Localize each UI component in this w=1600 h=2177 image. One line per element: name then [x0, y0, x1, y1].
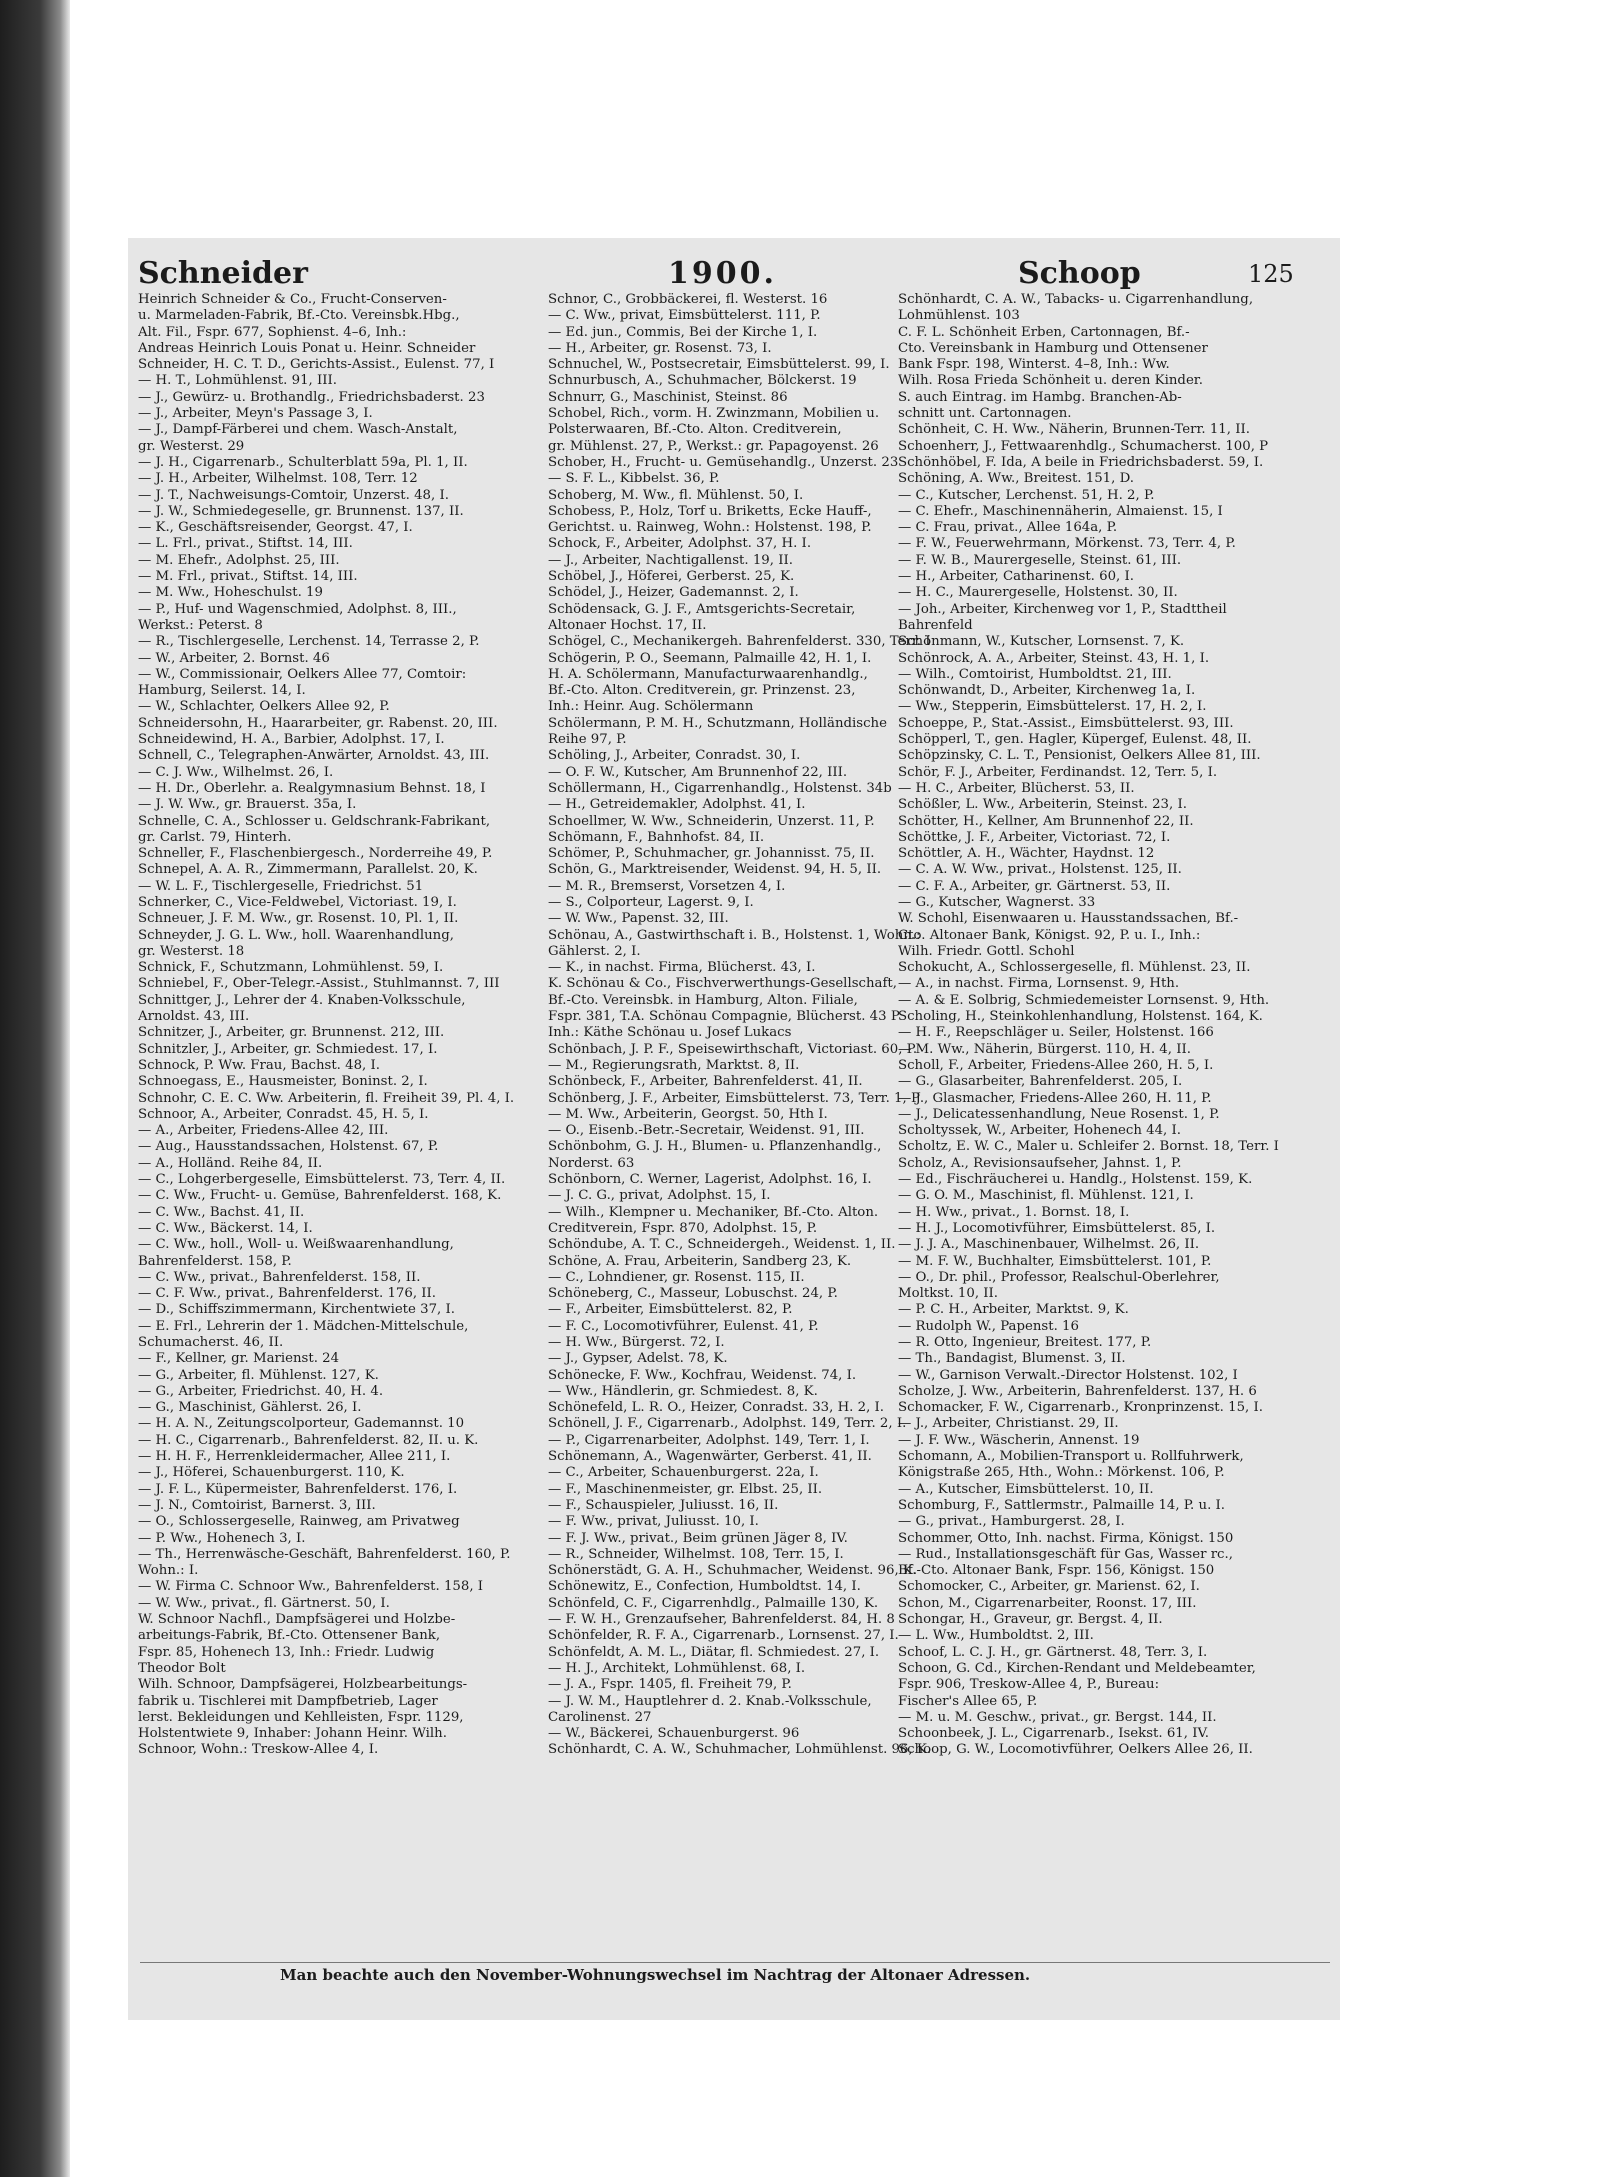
directory-entry-line: Inh.: Käthe Schönau u. Josef Lukacs: [548, 1025, 792, 1041]
directory-entry-line: W. Schohl, Eisenwaaren u. Hausstandssachen, Bf.-: [898, 911, 1239, 927]
directory-entry-line: lerst. Bekleidungen und Kehlleisten, Fspr. 1129,: [138, 1709, 464, 1725]
directory-entry-line: — F. J. Ww., privat., Beim grünen Jäger 8, IV.: [548, 1530, 848, 1546]
directory-entry-line: Schöne, A. Frau, Arbeiterin, Sandberg 23, K.: [548, 1253, 852, 1269]
directory-entry-line: — A., Kutscher, Eimsbüttelerst. 10, II.: [898, 1481, 1154, 1497]
directory-entry-line: — G., Kutscher, Wagnerst. 33: [898, 894, 1096, 910]
directory-entry-line: Schönfeld, C. F., Cigarrenhdlg., Palmaille 130, K.: [548, 1595, 879, 1611]
directory-entry-line: W. Schnoor Nachfl., Dampfsägerei und Holzbe-: [138, 1612, 456, 1628]
directory-entry-line: — W., Schlachter, Oelkers Allee 92, P.: [138, 699, 390, 715]
directory-entry-line: — C., Arbeiter, Schauenburgerst. 22a, I.: [548, 1465, 819, 1481]
directory-entry-line: Schnoegass, E., Hausmeister, Boninst. 2, I.: [138, 1074, 428, 1090]
directory-entry-line: — H. C., Arbeiter, Blücherst. 53, II.: [898, 780, 1135, 796]
directory-entry-line: — J. J. A., Maschinenbauer, Wilhelmst. 26, II.: [898, 1237, 1200, 1253]
directory-entry-line: Schon, M., Cigarrenarbeiter, Roonst. 17, III.: [898, 1595, 1197, 1611]
page-number: 125: [1248, 260, 1294, 288]
directory-entry-line: Königstraße 265, Hth., Wohn.: Mörkenst. 106, P.: [898, 1465, 1225, 1481]
directory-entry-line: — J., Arbeiter, Christianst. 29, II.: [898, 1416, 1119, 1432]
directory-entry-line: — Ww., Stepperin, Eimsbüttelerst. 17, H. 2, I.: [898, 699, 1207, 715]
directory-entry-line: — Th., Bandagist, Blumenst. 3, II.: [898, 1351, 1126, 1367]
directory-entry-line: Wilh. Friedr. Gottl. Schohl: [898, 943, 1075, 959]
directory-entry-line: Wilh. Schnoor, Dampfsägerei, Holzbearbeitungs-: [138, 1677, 468, 1693]
directory-entry-line: Schnor, C., Grobbäckerei, fl. Westerst. 16: [548, 292, 828, 307]
directory-entry-line: Schoon, G. Cd., Kirchen-Rendant und Meldebeamter,: [898, 1660, 1256, 1676]
directory-entry-line: Schön, G., Marktreisender, Weidenst. 94, H. 5, II.: [548, 862, 882, 878]
directory-entry-line: — G., Arbeiter, fl. Mühlenst. 127, K.: [138, 1367, 379, 1383]
directory-entry-line: — Ed. jun., Commis, Bei der Kirche 1, I.: [548, 324, 818, 340]
directory-entry-line: Bf.-Cto. Altonaer Bank, Fspr. 156, Königst. 150: [898, 1563, 1215, 1579]
directory-entry-line: — F. W., Feuerwehrmann, Mörkenst. 73, Terr. 4, P.: [898, 536, 1236, 552]
directory-entry-line: Schnepel, A. A. R., Zimmermann, Parallelst. 20, K.: [138, 862, 478, 878]
directory-entry-line: Schögel, C., Mechanikergeh. Bahrenfelderst. 330, Terr. I: [548, 634, 931, 650]
directory-entry-line: — J. W. M., Hauptlehrer d. 2. Knab.-Volksschule,: [548, 1693, 872, 1709]
directory-entry-line: Bf.-Cto. Alton. Creditverein, gr. Prinzenst. 23,: [548, 683, 856, 699]
directory-entry-line: Schömer, P., Schuhmacher, gr. Johannisst. 75, II.: [548, 846, 875, 862]
directory-entry-line: — H. T., Lohmühlenst. 91, III.: [138, 373, 337, 389]
directory-entry-line: Fischer's Allee 65, P.: [898, 1693, 1038, 1709]
directory-entry-line: — H. H. F., Herrenkleidermacher, Allee 211, I.: [138, 1449, 451, 1465]
directory-entry-line: fabrik u. Tischlerei mit Dampfbetrieb, Lager: [138, 1693, 438, 1709]
page-header: [138, 252, 1294, 292]
directory-entry-line: Bf.-Cto. Vereinsbk. in Hamburg, Alton. Filiale,: [548, 992, 858, 1008]
directory-entry-line: — F. Ww., privat, Juliusst. 10, I.: [548, 1514, 759, 1530]
directory-entry-line: gr. Westerst. 29: [138, 438, 245, 454]
directory-entry-line: — K., in nachst. Firma, Blücherst. 43, I.: [548, 960, 816, 976]
directory-entry-line: — J. T., Nachweisungs-Comtoir, Unzerst. 48, I.: [138, 487, 449, 503]
directory-entry-line: Norderst. 63: [548, 1155, 635, 1171]
directory-entry-line: — G., Glasarbeiter, Bahrenfelderst. 205, I.: [898, 1074, 1183, 1090]
directory-entry-line: Schomburg, F., Sattlermstr., Palmaille 14, P. u. I.: [898, 1497, 1226, 1513]
directory-entry-line: — M. Ww., Hoheschulst. 19: [138, 585, 323, 601]
directory-entry-line: Schnurr, G., Maschinist, Steinst. 86: [548, 389, 788, 405]
directory-entry-line: Schneller, F., Flaschenbiergesch., Norderreihe 49, P.: [138, 846, 493, 862]
directory-entry-line: — C. Frau, privat., Allee 164a, P.: [898, 520, 1118, 536]
directory-entry-line: Schöttler, A. H., Wächter, Haydnst. 12: [898, 846, 1155, 862]
directory-entry-line: Schönbohm, G. J. H., Blumen- u. Pflanzenhandlg.,: [548, 1139, 882, 1155]
directory-entry-line: — W. Ww., Papenst. 32, III.: [548, 911, 729, 927]
directory-entry-line: — J., Gypser, Adelst. 78, K.: [548, 1351, 728, 1367]
directory-entry-line: — C. Ww., Frucht- u. Gemüse, Bahrenfelderst. 168, K.: [138, 1188, 502, 1204]
directory-entry-line: — F., Schauspieler, Juliusst. 16, II.: [548, 1497, 779, 1513]
directory-entry-line: Schnell, C., Telegraphen-Anwärter, Arnoldst. 43, III.: [138, 748, 490, 764]
directory-entry-line: Schöbel, J., Höferei, Gerberst. 25, K.: [548, 569, 795, 585]
directory-entry-line: — Wilh., Comtoirist, Humboldtst. 21, III.: [898, 666, 1172, 682]
directory-entry-line: Schönau, A., Gastwirthschaft i. B., Holstenst. 1, Wohn.:: [548, 927, 921, 943]
directory-entry-line: — A., Holländ. Reihe 84, II.: [138, 1155, 323, 1171]
directory-entry-line: schnitt unt. Cartonnagen.: [898, 406, 1072, 422]
directory-entry-line: — J. W. Ww., gr. Brauerst. 35a, I.: [138, 797, 357, 813]
directory-entry-line: Schobel, Rich., vorm. H. Zwinzmann, Mobilien u.: [548, 406, 880, 422]
directory-entry-line: Schönemann, A., Wagenwärter, Gerberst. 41, II.: [548, 1449, 872, 1465]
directory-entry-line: Moltkst. 10, II.: [898, 1286, 998, 1302]
directory-entry-line: Schoonbeek, J. L., Cigarrenarb., Isekst. 61, IV.: [898, 1726, 1209, 1742]
directory-entry-line: — J., Dampf-Färberei und chem. Wasch-Anstalt,: [138, 422, 458, 438]
directory-entry-line: — H., Arbeiter, Catharinenst. 60, I.: [898, 569, 1134, 585]
directory-entry-line: — S., Colporteur, Lagerst. 9, I.: [548, 894, 754, 910]
directory-entry-line: Schobess, P., Holz, Torf u. Briketts, Ecke Hauff-,: [548, 503, 872, 519]
directory-entry-line: Schödel, J., Heizer, Gademannst. 2, I.: [548, 585, 799, 601]
directory-entry-line: Schokucht, A., Schlossergeselle, fl. Mühlenst. 23, II.: [898, 960, 1251, 976]
directory-entry-line: Schönhardt, C. A. W., Tabacks- u. Cigarrenhandlung,: [898, 292, 1254, 307]
directory-entry-line: Schomann, A., Mobilien-Transport u. Rollfuhrwerk,: [898, 1449, 1244, 1465]
directory-entry-line: K. Schönau & Co., Fischverwerthungs-Gesellschaft,: [548, 976, 897, 992]
directory-entry-line: — W. L. F., Tischlergeselle, Friedrichst. 51: [138, 878, 424, 894]
directory-entry-line: — G., Maschinist, Gählerst. 26, I.: [138, 1400, 362, 1416]
directory-entry-line: Cto. Altonaer Bank, Königst. 92, P. u. I., Inh.:: [898, 927, 1201, 943]
directory-entry-line: Schneidewind, H. A., Barbier, Adolphst. 17, I.: [138, 732, 445, 748]
directory-entry-line: Gerichtst. u. Rainweg, Wohn.: Holstenst. 198, P.: [548, 520, 872, 536]
directory-entry-line: Scholtyssek, W., Arbeiter, Hoheneсh 44, I.: [898, 1123, 1181, 1139]
directory-entry-line: — C. F. A., Arbeiter, gr. Gärtnerst. 53, II.: [898, 878, 1171, 894]
directory-entry-line: — M. Ww., Näherin, Bürgerst. 110, H. 4, II.: [898, 1041, 1191, 1057]
directory-entry-line: Schoellmer, W. Ww., Schneiderin, Unzerst. 11, P.: [548, 813, 875, 829]
directory-entry-line: — W., Commissionair, Oelkers Allee 77, Comtoir:: [138, 666, 467, 682]
directory-entry-line: Schommer, Otto, Inh. nachst. Firma, Königst. 150: [898, 1530, 1234, 1546]
directory-entry-line: — C. Ww., holl., Woll- u. Weißwaarenhandlung,: [138, 1237, 454, 1253]
directory-entry-line: Fspr. 85, Hoheneсh 13, Inh.: Friedr. Ludwig: [138, 1644, 435, 1660]
directory-entry-line: Schnoor, Wohn.: Treskow-Allee 4, I.: [138, 1742, 379, 1758]
directory-entry-line: — C. J. Ww., Wilhelmst. 26, I.: [138, 764, 334, 780]
directory-entry-line: Schneider, H. C. T. D., Gerichts-Assist., Eulenst. 77, I: [138, 357, 495, 373]
directory-entry-line: — J. H., Cigarrenarb., Schulterblatt 59a, Pl. 1, II.: [138, 454, 468, 470]
directory-entry-line: Schober, H., Frucht- u. Gemüsehandlg., Unzerst. 23: [548, 454, 899, 470]
directory-entry-line: Hamburg, Seilerst. 14, I.: [138, 683, 306, 699]
directory-entry-line: — C. A. W. Ww., privat., Holstenst. 125, II.: [898, 862, 1182, 878]
directory-entry-line: — C., Lohndiener, gr. Rosenst. 115, II.: [548, 1269, 805, 1285]
directory-entry-line: C. F. L. Schönheit Erben, Cartonnagen, Bf.-: [898, 324, 1190, 340]
directory-entry-line: Schoof, L. C. J. H., gr. Gärtnerst. 48, Terr. 3, I.: [898, 1644, 1208, 1660]
directory-entry-line: Schönrock, A. A., Arbeiter, Steinst. 43, H. 1, I.: [898, 650, 1210, 666]
directory-entry-line: — K., Geschäftsreisender, Georgst. 47, I.: [138, 520, 413, 536]
directory-entry-line: — G. O. M., Maschinist, fl. Mühlenst. 121, I.: [898, 1188, 1194, 1204]
directory-entry-line: Bank Fspr. 198, Winterst. 4–8, Inh.: Ww.: [898, 357, 1170, 373]
directory-entry-line: — O., Schlossergeselle, Rainweg, am Privatweg: [138, 1514, 460, 1530]
directory-entry-line: — Th., Herrenwäsche-Geschäft, Bahrenfelderst. 160, P.: [138, 1546, 511, 1562]
book-spine-shadow: [0, 0, 70, 2177]
directory-entry-line: Schneuer, J. F. M. Ww., gr. Rosenst. 10, Pl. 1, II.: [138, 911, 459, 927]
directory-entry-line: Schneyder, J. G. L. Ww., holl. Waarenhandlung,: [138, 927, 454, 943]
column-middle: [548, 292, 948, 1957]
directory-entry-line: — H., Getreidemakler, Adolphst. 41, I.: [548, 797, 806, 813]
directory-entry-line: Schönecke, F. Ww., Kochfrau, Weidenst. 74, I.: [548, 1367, 857, 1383]
directory-entry-line: — A., in nachst. Firma, Lornsenst. 9, Hth.: [898, 976, 1180, 992]
directory-entry-line: Schönberg, J. F., Arbeiter, Eimsbüttelerst. 73, Terr. 1, P: [548, 1090, 920, 1106]
directory-entry-line: — H., Arbeiter, gr. Rosenst. 73, I.: [548, 340, 772, 356]
directory-entry-line: Scholze, J. Ww., Arbeiterin, Bahrenfelderst. 137, H. 6: [898, 1383, 1257, 1399]
directory-entry-line: — M. Frl., privat., Stiftst. 14, III.: [138, 569, 358, 585]
directory-entry-line: — A. & E. Solbrig, Schmiedemeister Lornsenst. 9, Hth.: [898, 992, 1270, 1008]
directory-entry-line: — A., Arbeiter, Friedens-Allee 42, III.: [138, 1123, 389, 1139]
directory-entry-line: — C. Ww., Bachst. 41, II.: [138, 1204, 305, 1220]
directory-entry-line: Schniebel, F., Ober-Telegr.-Assist., Stuhlmannst. 7, III: [138, 976, 500, 992]
header-right-keyword: Schoop: [1018, 256, 1141, 291]
column-right: [898, 292, 1298, 1957]
directory-entry-line: — C., Lohgerbergeselle, Eimsbüttelerst. 73, Terr. 4, II.: [138, 1172, 506, 1188]
directory-entry-line: — G., privat., Hamburgerst. 28, I.: [898, 1514, 1125, 1530]
directory-entry-line: Schnitzer, J., Arbeiter, gr. Brunnenst. 212, III.: [138, 1025, 445, 1041]
directory-entry-line: Schoberg, M. Ww., fl. Mühlenst. 50, I.: [548, 487, 804, 503]
directory-entry-line: — C. Ehefr., Maschinennäherin, Almaienst. 15, I: [898, 503, 1223, 519]
directory-entry-line: — W., Arbeiter, 2. Bornst. 46: [138, 650, 330, 666]
directory-entry-line: — C., Kutscher, Lerchenst. 51, H. 2, P.: [898, 487, 1155, 503]
directory-entry-line: — Joh., Arbeiter, Kirchenweg vor 1, P., Stadttheil: [898, 601, 1227, 617]
directory-entry-line: — O. F. W., Kutscher, Am Brunnenhof 22, III.: [548, 764, 848, 780]
directory-entry-line: Schöttke, J. F., Arbeiter, Victoriast. 72, I.: [898, 829, 1171, 845]
directory-entry-line: — J., Glasmacher, Friedens-Allee 260, H. 11, P.: [898, 1090, 1212, 1106]
directory-entry-line: — J., Delicatessenhandlung, Neue Rosenst. 1, P.: [898, 1106, 1220, 1122]
directory-entry-line: Schöning, A. Ww., Breitest. 151, D.: [898, 471, 1135, 487]
directory-entry-line: Scholing, H., Steinkohlenhandlung, Holstenst. 164, K.: [898, 1009, 1263, 1025]
directory-entry-line: — S. F. L., Kibbelst. 36, P.: [548, 471, 720, 487]
directory-entry-line: Schölermann, P. M. H., Schutzmann, Holländische: [548, 715, 887, 731]
directory-entry-line: — H. C., Maurergeselle, Holstenst. 30, II.: [898, 585, 1178, 601]
directory-entry-line: — H. J., Architekt, Lohmühlenst. 68, I.: [548, 1660, 806, 1676]
directory-entry-line: — C. Ww., privat, Eimsbüttelerst. 111, P.: [548, 308, 821, 324]
directory-entry-line: — E. Frl., Lehrerin der 1. Mädchen-Mittelschule,: [138, 1318, 469, 1334]
directory-entry-line: — M. Ehefr., Adolphst. 25, III.: [138, 552, 340, 568]
directory-entry-line: Schönfeldt, A. M. L., Diätar, fl. Schmiedest. 27, I.: [548, 1644, 880, 1660]
directory-entry-line: — H. Ww., privat., 1. Bornst. 18, I.: [898, 1204, 1130, 1220]
directory-entry-line: Carolinenst. 27: [548, 1709, 652, 1725]
directory-entry-line: — R., Schneider, Wilhelmst. 108, Terr. 15, I.: [548, 1546, 844, 1562]
directory-entry-line: S. auch Eintrag. im Hambg. Branchen-Ab-: [898, 389, 1182, 405]
directory-entry-line: — H. Dr., Oberlehr. a. Realgymnasium Behnst. 18, I: [138, 780, 486, 796]
directory-entry-line: — J., Arbeiter, Meyn's Passage 3, I.: [138, 406, 373, 422]
directory-entry-line: Cto. Vereinsbank in Hamburg und Ottensener: [898, 340, 1208, 356]
directory-entry-line: Schönefeld, L. R. O., Heizer, Conradst. 33, H. 2, I.: [548, 1400, 885, 1416]
directory-entry-line: Schöling, J., Arbeiter, Conradst. 30, I.: [548, 748, 801, 764]
column-left: [138, 292, 538, 1957]
directory-entry-line: Schnerker, C., Vice-Feldwebel, Victoriast. 19, I.: [138, 894, 457, 910]
directory-entry-line: — F. W. H., Grenzaufseher, Bahrenfelderst. 84, H. 8: [548, 1612, 895, 1628]
directory-entry-line: arbeitungs-Fabrik, Bf.-Cto. Ottensener Bank,: [138, 1628, 441, 1644]
directory-entry-line: — Ed., Fischräucherei u. Handlg., Holstenst. 159, K.: [898, 1172, 1253, 1188]
directory-entry-line: Schönell, J. F., Cigarrenarb., Adolphst. 149, Terr. 2, I.: [548, 1416, 907, 1432]
directory-entry-line: — M. F. W., Buchhalter, Eimsbüttelerst. 101, P.: [898, 1253, 1212, 1269]
directory-entry-line: — L. Frl., privat., Stiftst. 14, III.: [138, 536, 353, 552]
directory-entry-line: Schöllermann, H., Cigarrenhandlg., Holstenst. 34b: [548, 780, 892, 796]
directory-entry-line: — W. Ww., privat., fl. Gärtnerst. 50, I.: [138, 1595, 390, 1611]
directory-entry-line: — F., Maschinenmeister, gr. Elbst. 25, II.: [548, 1481, 823, 1497]
directory-entry-line: Schnittger, J., Lehrer der 4. Knaben-Volksschule,: [138, 992, 466, 1008]
directory-entry-line: — J. A., Fspr. 1405, fl. Freiheit 79, P.: [548, 1677, 792, 1693]
directory-entry-line: Schnohr, C. E. C. Ww. Arbeiterin, fl. Freiheit 39, Pl. 4, I.: [138, 1090, 515, 1106]
directory-entry-line: — P., Cigarrenarbeiter, Adolphst. 149, Terr. 1, I.: [548, 1432, 870, 1448]
directory-entry-line: Holstentwiete 9, Inhaber: Johann Heinr. Wilh.: [138, 1726, 447, 1742]
directory-entry-line: Altonaer Hochst. 17, II.: [548, 617, 707, 633]
directory-entry-line: — J. C. G., privat, Adolphst. 15, I.: [548, 1188, 771, 1204]
directory-entry-line: Schötter, H., Kellner, Am Brunnenhof 22, II.: [898, 813, 1194, 829]
directory-entry-line: — G., Arbeiter, Friedrichst. 40, H. 4.: [138, 1383, 384, 1399]
directory-entry-line: Creditverein, Fspr. 870, Adolphst. 15, P.: [548, 1220, 818, 1236]
directory-entry-line: — F. W. B., Maurergeselle, Steinst. 61, III.: [898, 552, 1182, 568]
directory-entry-line: — J. F. L., Küpermeister, Bahrenfelderst. 176, I.: [138, 1481, 458, 1497]
directory-entry-line: — H. F., Reepschläger u. Seiler, Holstenst. 166: [898, 1025, 1214, 1041]
directory-entry-line: Schnuchel, W., Postsecretair, Eimsbüttelerst. 99, I.: [548, 357, 890, 373]
directory-entry-line: Schönborn, C. Werner, Lagerist, Adolphst. 16, I.: [548, 1172, 872, 1188]
directory-entry-line: Schumacherst. 46, II.: [138, 1335, 284, 1350]
directory-entry-line: Alt. Fil., Fspr. 677, Sophienst. 4–6, Inh.:: [138, 324, 407, 340]
directory-entry-line: Schönbeck, F., Arbeiter, Bahrenfelderst. 41, II.: [548, 1074, 863, 1090]
directory-entry-line: — D., Schiffszimmermann, Kirchentwiete 37, I.: [138, 1302, 455, 1318]
directory-entry-line: — R. Otto, Ingenieur, Breitest. 177, P.: [898, 1335, 1152, 1350]
directory-entry-line: — J. N., Comtoirist, Barnerst. 3, III.: [138, 1497, 376, 1513]
directory-entry-line: Schoenherr, J., Fettwaarenhdlg., Schumacherst. 100, P: [898, 438, 1269, 454]
directory-entry-line: — M. R., Bremserst, Vorsetzen 4, I.: [548, 878, 786, 894]
directory-entry-line: — O., Eisenb.-Betr.-Secretair, Weidenst. 91, III.: [548, 1123, 865, 1139]
directory-entry-line: gr. Carlst. 79, Hinterh.: [138, 829, 292, 845]
directory-entry-line: gr. Mühlenst. 27, P., Werkst.: gr. Papagoyenst. 26: [548, 438, 879, 454]
directory-entry-line: — C. Ww., Bäckerst. 14, I.: [138, 1220, 313, 1236]
directory-entry-line: Schöndube, A. T. C., Schneidergeh., Weidenst. 1, II.: [548, 1237, 896, 1253]
directory-entry-line: Andreas Heinrich Louis Ponat u. Heinr. Schneider: [138, 340, 476, 356]
directory-entry-line: Schönfelder, R. F. A., Cigarrenarb., Lornsenst. 27, I.: [548, 1628, 899, 1644]
directory-entry-line: Schönbach, J. P. F., Speisewirthschaft, Victoriast. 60, P.: [548, 1041, 918, 1057]
directory-entry-line: — C. F. Ww., privat., Bahrenfelderst. 176, II.: [138, 1286, 437, 1302]
directory-entry-line: — Wilh., Klempner u. Mechaniker, Bf.-Cto. Alton.: [548, 1204, 879, 1220]
directory-entry-line: — Rud., Installationsgeschäft für Gas, Wasser rc.,: [898, 1546, 1233, 1562]
directory-entry-line: Schongar, H., Graveur, gr. Bergst. 4, II.: [898, 1612, 1163, 1628]
directory-entry-line: Schönhöbel, F. Ida, A beile in Friedrichsbaderst. 59, I.: [898, 454, 1264, 470]
directory-entry-line: Schnelle, C. A., Schlosser u. Geldschrank-Fabrikant,: [138, 813, 491, 829]
directory-entry-line: Schomocker, C., Arbeiter, gr. Marienst. 62, I.: [898, 1579, 1200, 1595]
directory-entry-line: Scholl, F., Arbeiter, Friedens-Allee 260, H. 5, I.: [898, 1057, 1214, 1073]
directory-entry-line: Schneidersohn, H., Haararbeiter, gr. Rabenst. 20, III.: [138, 715, 498, 731]
directory-entry-line: — P. C. H., Arbeiter, Marktst. 9, K.: [898, 1302, 1129, 1318]
directory-entry-line: Heinrich Schneider & Co., Frucht-Conserven-: [138, 292, 447, 307]
directory-entry-line: — O., Dr. phil., Professor, Realschul-Oberlehrer,: [898, 1269, 1220, 1285]
directory-entry-line: — Ww., Händlerin, gr. Schmiedest. 8, K.: [548, 1383, 818, 1399]
footer-note: Man beachte auch den November-Wohnungswechsel im Nachtrag der Altonaer Adressen.: [280, 1966, 1031, 1984]
directory-entry-line: Schoop, G. W., Locomotivführer, Oelkers Allee 26, II.: [898, 1742, 1253, 1758]
directory-entry-line: Fspr. 381, T.A. Schönau Compagnie, Blücherst. 43 P: [548, 1009, 900, 1025]
directory-entry-line: Schödensack, G. J. F., Amtsgerichts-Secretair,: [548, 601, 856, 617]
directory-entry-line: Bahrenfelderst. 158, P.: [138, 1253, 292, 1269]
directory-entry-line: — H. Ww., Bürgerst. 72, I.: [548, 1335, 725, 1350]
directory-entry-line: — W. Firma C. Schnoor Ww., Bahrenfelderst. 158, I: [138, 1579, 484, 1595]
directory-entry-line: — Rudolph W., Papenst. 16: [898, 1318, 1079, 1334]
directory-entry-line: — J., Höferei, Schauenburgerst. 110, K.: [138, 1465, 405, 1481]
directory-entry-line: Schößler, L. Ww., Arbeiterin, Steinst. 23, I.: [898, 797, 1187, 813]
directory-entry-line: Schör, F. J., Arbeiter, Ferdinandst. 12, Terr. 5, I.: [898, 764, 1218, 780]
directory-entry-line: Schöpzinsky, C. L. T., Pensionist, Oelkers Allee 81, III.: [898, 748, 1261, 764]
directory-entry-line: Schnock, P. Ww. Frau, Bachst. 48, I.: [138, 1057, 380, 1073]
directory-entry-line: — H. A. N., Zeitungscolporteur, Gademannst. 10: [138, 1416, 465, 1432]
directory-entry-line: u. Marmeladen-Fabrik, Bf.-Cto. Vereinsbk.Hbg.,: [138, 308, 460, 324]
directory-entry-line: Werkst.: Peterst. 8: [138, 617, 263, 633]
directory-entry-line: — W., Garnison Verwalt.-Director Holstenst. 102, I: [898, 1367, 1238, 1383]
directory-entry-line: Schnurbusch, A., Schuhmacher, Bölckerst. 19: [548, 373, 857, 389]
directory-entry-line: Schöpperl, T., gen. Hagler, Küpergef, Eulenst. 48, II.: [898, 732, 1252, 748]
directory-entry-line: Reihe 97, P.: [548, 732, 627, 748]
directory-entry-line: — P., Huf- und Wagenschmied, Adolphst. 8, III.,: [138, 601, 457, 617]
directory-entry-line: — P. Ww., Hoheneсh 3, I.: [138, 1530, 306, 1546]
directory-entry-line: Arnoldst. 43, III.: [138, 1009, 250, 1025]
directory-entry-line: Schomacker, F. W., Cigarrenarb., Kronprinzenst. 15, I.: [898, 1400, 1263, 1416]
directory-entry-line: — C. Ww., privat., Bahrenfelderst. 158, II.: [138, 1269, 421, 1285]
directory-entry-line: Polsterwaaren, Bf.-Cto. Alton. Creditverein,: [548, 422, 842, 438]
directory-entry-line: — J., Gewürz- u. Brothandlg., Friedrichsbaderst. 23: [138, 389, 485, 405]
directory-entry-line: — F. C., Locomotivführer, Eulenst. 41, P.: [548, 1318, 819, 1334]
directory-entry-line: — W., Bäckerei, Schauenburgerst. 96: [548, 1726, 800, 1742]
directory-entry-line: Schnoor, A., Arbeiter, Conradst. 45, H. 5, I.: [138, 1106, 429, 1122]
directory-entry-line: Schögerin, P. O., Seemann, Palmaille 42, H. 1, I.: [548, 650, 872, 666]
directory-entry-line: — F., Kellner, gr. Marienst. 24: [138, 1351, 340, 1367]
directory-entry-line: — J. F. Ww., Wäscherin, Annenst. 19: [898, 1432, 1140, 1448]
directory-entry-line: — J. H., Arbeiter, Wilhelmst. 108, Terr. 12: [138, 471, 418, 487]
directory-entry-line: Schnitzler, J., Arbeiter, gr. Schmiedest. 17, I.: [138, 1041, 438, 1057]
directory-entry-line: — L. Ww., Humboldtst. 2, III.: [898, 1628, 1094, 1644]
directory-entry-line: Inh.: Heinr. Aug. Schölermann: [548, 699, 754, 715]
directory-entry-line: Scholtz, E. W. C., Maler u. Schleifer 2. Bornst. 18, Terr. I: [898, 1139, 1279, 1155]
directory-entry-line: Wilh. Rosa Frieda Schönheit u. deren Kinder.: [898, 373, 1203, 389]
directory-entry-line: Bahrenfeld: [898, 617, 973, 633]
directory-entry-line: — H. C., Cigarrenarb., Bahrenfelderst. 82, II. u. K.: [138, 1432, 479, 1448]
directory-entry-line: — R., Tischlergeselle, Lerchenst. 14, Terrasse 2, P.: [138, 634, 480, 650]
directory-entry-line: Schock, F., Arbeiter, Adolphst. 37, H. I.: [548, 536, 812, 552]
directory-entry-line: Schömann, F., Bahnhofst. 84, II.: [548, 829, 765, 845]
directory-entry-line: Theodor Bolt: [138, 1660, 226, 1676]
directory-entry-line: — J. W., Schmiedegeselle, gr. Brunnenst. 137, II.: [138, 503, 464, 519]
directory-entry-line: — J., Arbeiter, Nachtigallenst. 19, II.: [548, 552, 793, 568]
directory-entry-line: Wohn.: I.: [138, 1563, 199, 1579]
directory-entry-line: Schönewitz, E., Confection, Humboldtst. 14, I.: [548, 1579, 861, 1595]
directory-entry-line: Schönmann, W., Kutscher, Lornsenst. 7, K.: [898, 634, 1185, 650]
directory-entry-line: — M., Regierungsrath, Marktst. 8, II.: [548, 1057, 800, 1073]
header-year: 1900.: [668, 256, 777, 291]
directory-entry-line: Scholz, A., Revisionsaufseher, Jahnst. 1, P.: [898, 1155, 1182, 1171]
header-left-keyword: Schneider: [138, 256, 308, 291]
directory-entry-line: — H. J., Locomotivführer, Eimsbüttelerst. 85, I.: [898, 1220, 1216, 1236]
footer-rule: [140, 1962, 1330, 1963]
directory-entry-line: H. A. Schölermann, Manufacturwaarenhandlg.,: [548, 666, 868, 682]
directory-entry-line: Gählerst. 2, I.: [548, 943, 641, 959]
directory-entry-line: Schönerstädt, G. A. H., Schuhmacher, Weidenst. 96, K.: [548, 1563, 918, 1579]
directory-entry-line: — M. Ww., Arbeiterin, Georgst. 50, Hth I.: [548, 1106, 828, 1122]
directory-entry-line: Lohmühlenst. 103: [898, 308, 1020, 324]
directory-entry-line: Schöneberg, C., Masseur, Lobuschst. 24, P.: [548, 1286, 838, 1302]
directory-entry-line: Schönwandt, D., Arbeiter, Kirchenweg 1a, I.: [898, 683, 1196, 699]
directory-entry-line: — M. u. M. Geschw., privat., gr. Bergst. 144, II.: [898, 1709, 1217, 1725]
directory-entry-line: gr. Westerst. 18: [138, 943, 245, 959]
directory-entry-line: Schönhardt, C. A. W., Schuhmacher, Lohmühlenst. 96, K.: [548, 1742, 932, 1758]
directory-entry-line: — F., Arbeiter, Eimsbüttelerst. 82, P.: [548, 1302, 793, 1318]
directory-entry-line: Schoeppe, P., Stat.-Assist., Eimsbüttelerst. 93, III.: [898, 715, 1234, 731]
directory-entry-line: Fspr. 906, Treskow-Allee 4, P., Bureau:: [898, 1677, 1160, 1693]
directory-entry-line: Schnick, F., Schutzmann, Lohmühlenst. 59, I.: [138, 960, 444, 976]
directory-entry-line: Schönheit, C. H. Ww., Näherin, Brunnen-Terr. 11, II.: [898, 422, 1250, 438]
directory-entry-line: — Aug., Hausstandssachen, Holstenst. 67, P.: [138, 1139, 439, 1155]
